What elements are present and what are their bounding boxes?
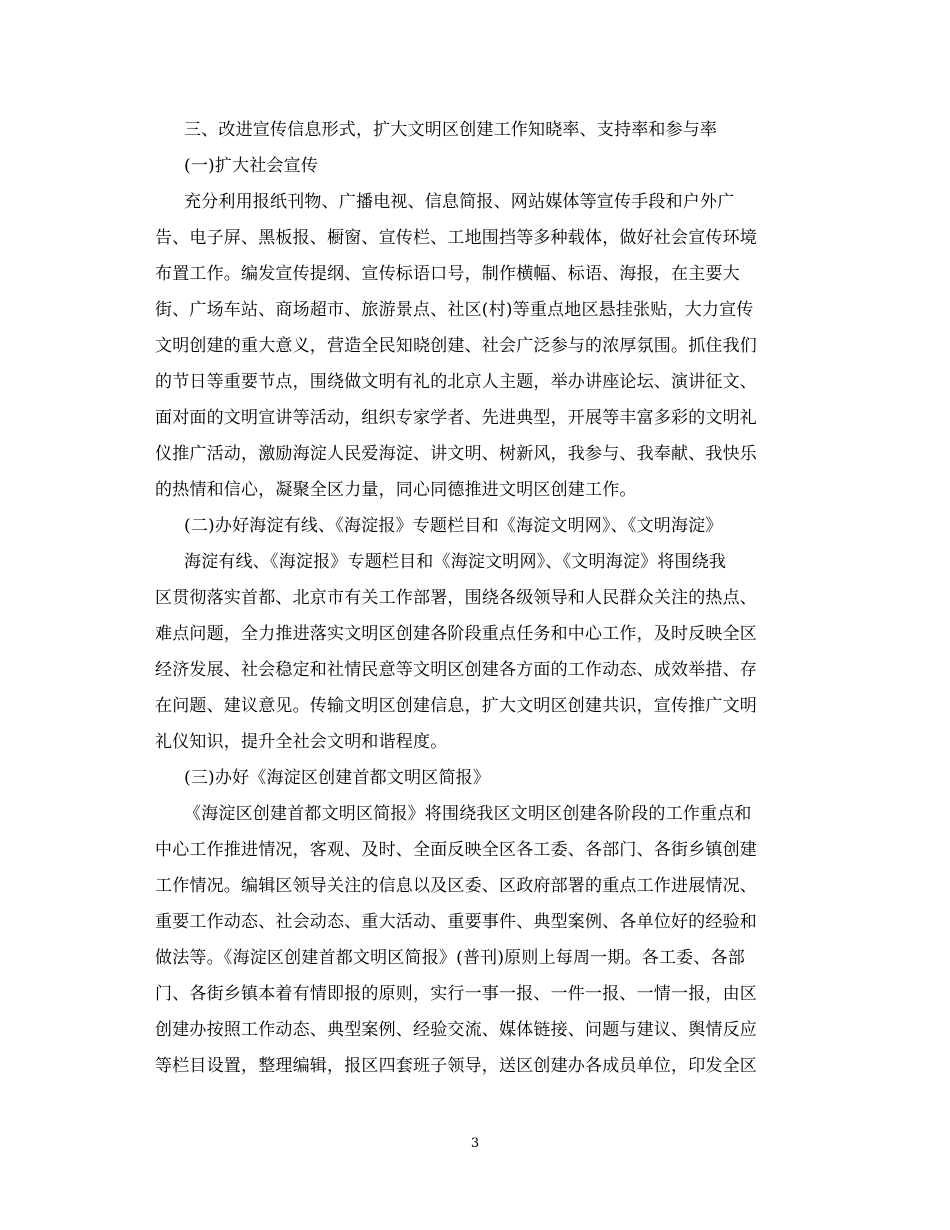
text-line: 创建办按照工作动态、典型案例、经验交流、媒体链接、问题与建议、舆情反应 bbox=[155, 1020, 757, 1040]
text-line: (一)扩大社会宣传 bbox=[184, 156, 319, 176]
page-number: 3 bbox=[470, 1136, 480, 1151]
text-line: 文明创建的重大意义，营造全民知晓创建、社会广泛参与的浓厚氛围。抓住我们 bbox=[155, 336, 757, 356]
text-line: 难点问题，全力推进落实文明区创建各阶段重点任务和中心工作，及时反映全区 bbox=[155, 624, 757, 644]
text-line: 充分利用报纸刊物、广播电视、信息简报、网站媒体等宣传手段和户外广 bbox=[184, 192, 735, 212]
text-line: 经济发展、社会稳定和社情民意等文明区创建各方面的工作动态、成效举措、存 bbox=[155, 660, 757, 680]
text-line: 礼仪知识，提升全社会文明和谐程度。 bbox=[155, 732, 448, 752]
text-line: 三、改进宣传信息形式，扩大文明区创建工作知晓率、支持率和参与率 bbox=[184, 120, 718, 140]
text-line: 的热情和信心，凝聚全区力量，同心同德推进文明区创建工作。 bbox=[155, 480, 637, 500]
text-line: 街、广场车站、商场超市、旅游景点、社区(村)等重点地区悬挂张贴，大力宣传 bbox=[155, 300, 754, 320]
text-line: 《海淀区创建首都文明区简报》将围绕我区文明区创建各阶段的工作重点和 bbox=[184, 804, 752, 824]
text-line: (三)办好《海淀区创建首都文明区简报》 bbox=[184, 768, 491, 788]
text-line: 在问题、建议意见。传输文明区创建信息，扩大文明区创建共识，宣传推广文明 bbox=[155, 696, 757, 716]
text-line: (二)办好海淀有线、《海淀报》专题栏目和《海淀文明网》、《文明海淀》 bbox=[184, 516, 723, 536]
document-body bbox=[155, 112, 803, 1084]
text-line: 门、各街乡镇本着有情即报的原则，实行一事一报、一件一报、一情一报，由区 bbox=[155, 984, 757, 1004]
text-line: 区贯彻落实首都、北京市有关工作部署，围绕各级领导和人民群众关注的热点、 bbox=[155, 588, 757, 608]
text-line: 重要工作动态、社会动态、重大活动、重要事件、典型案例、各单位好的经验和 bbox=[155, 912, 757, 932]
text-line: 工作情况。编辑区领导关注的信息以及区委、区政府部署的重点工作进展情况、 bbox=[155, 876, 757, 896]
text-line: 等栏目设置，整理编辑，报区四套班子领导，送区创建办各成员单位，印发全区 bbox=[155, 1056, 757, 1076]
text-line: 海淀有线、《海淀报》专题栏目和《海淀文明网》、《文明海淀》将围绕我 bbox=[184, 552, 727, 572]
text-line: 中心工作推进情况，客观、及时、全面反映全区各工委、各部门、各街乡镇创建 bbox=[155, 840, 757, 860]
text-line: 布置工作。编发宣传提纲、宣传标语口号，制作横幅、标语、海报，在主要大 bbox=[155, 264, 740, 284]
text-line: 做法等。《海淀区创建首都文明区简报》(普刊)原则上每周一期。各工委、各部 bbox=[155, 948, 745, 968]
text-line: 告、电子屏、黑板报、橱窗、宣传栏、工地围挡等多种载体，做好社会宣传环境 bbox=[155, 228, 757, 248]
text-line: 面对面的文明宣讲等活动，组织专家学者、先进典型，开展等丰富多彩的文明礼 bbox=[155, 408, 757, 428]
text-line: 仪推广活动，激励海淀人民爱海淀、讲文明、树新风，我参与、我奉献、我快乐 bbox=[155, 444, 757, 464]
text-line: 的节日等重要节点，围绕做文明有礼的北京人主题，举办讲座论坛、演讲征文、 bbox=[155, 372, 757, 392]
